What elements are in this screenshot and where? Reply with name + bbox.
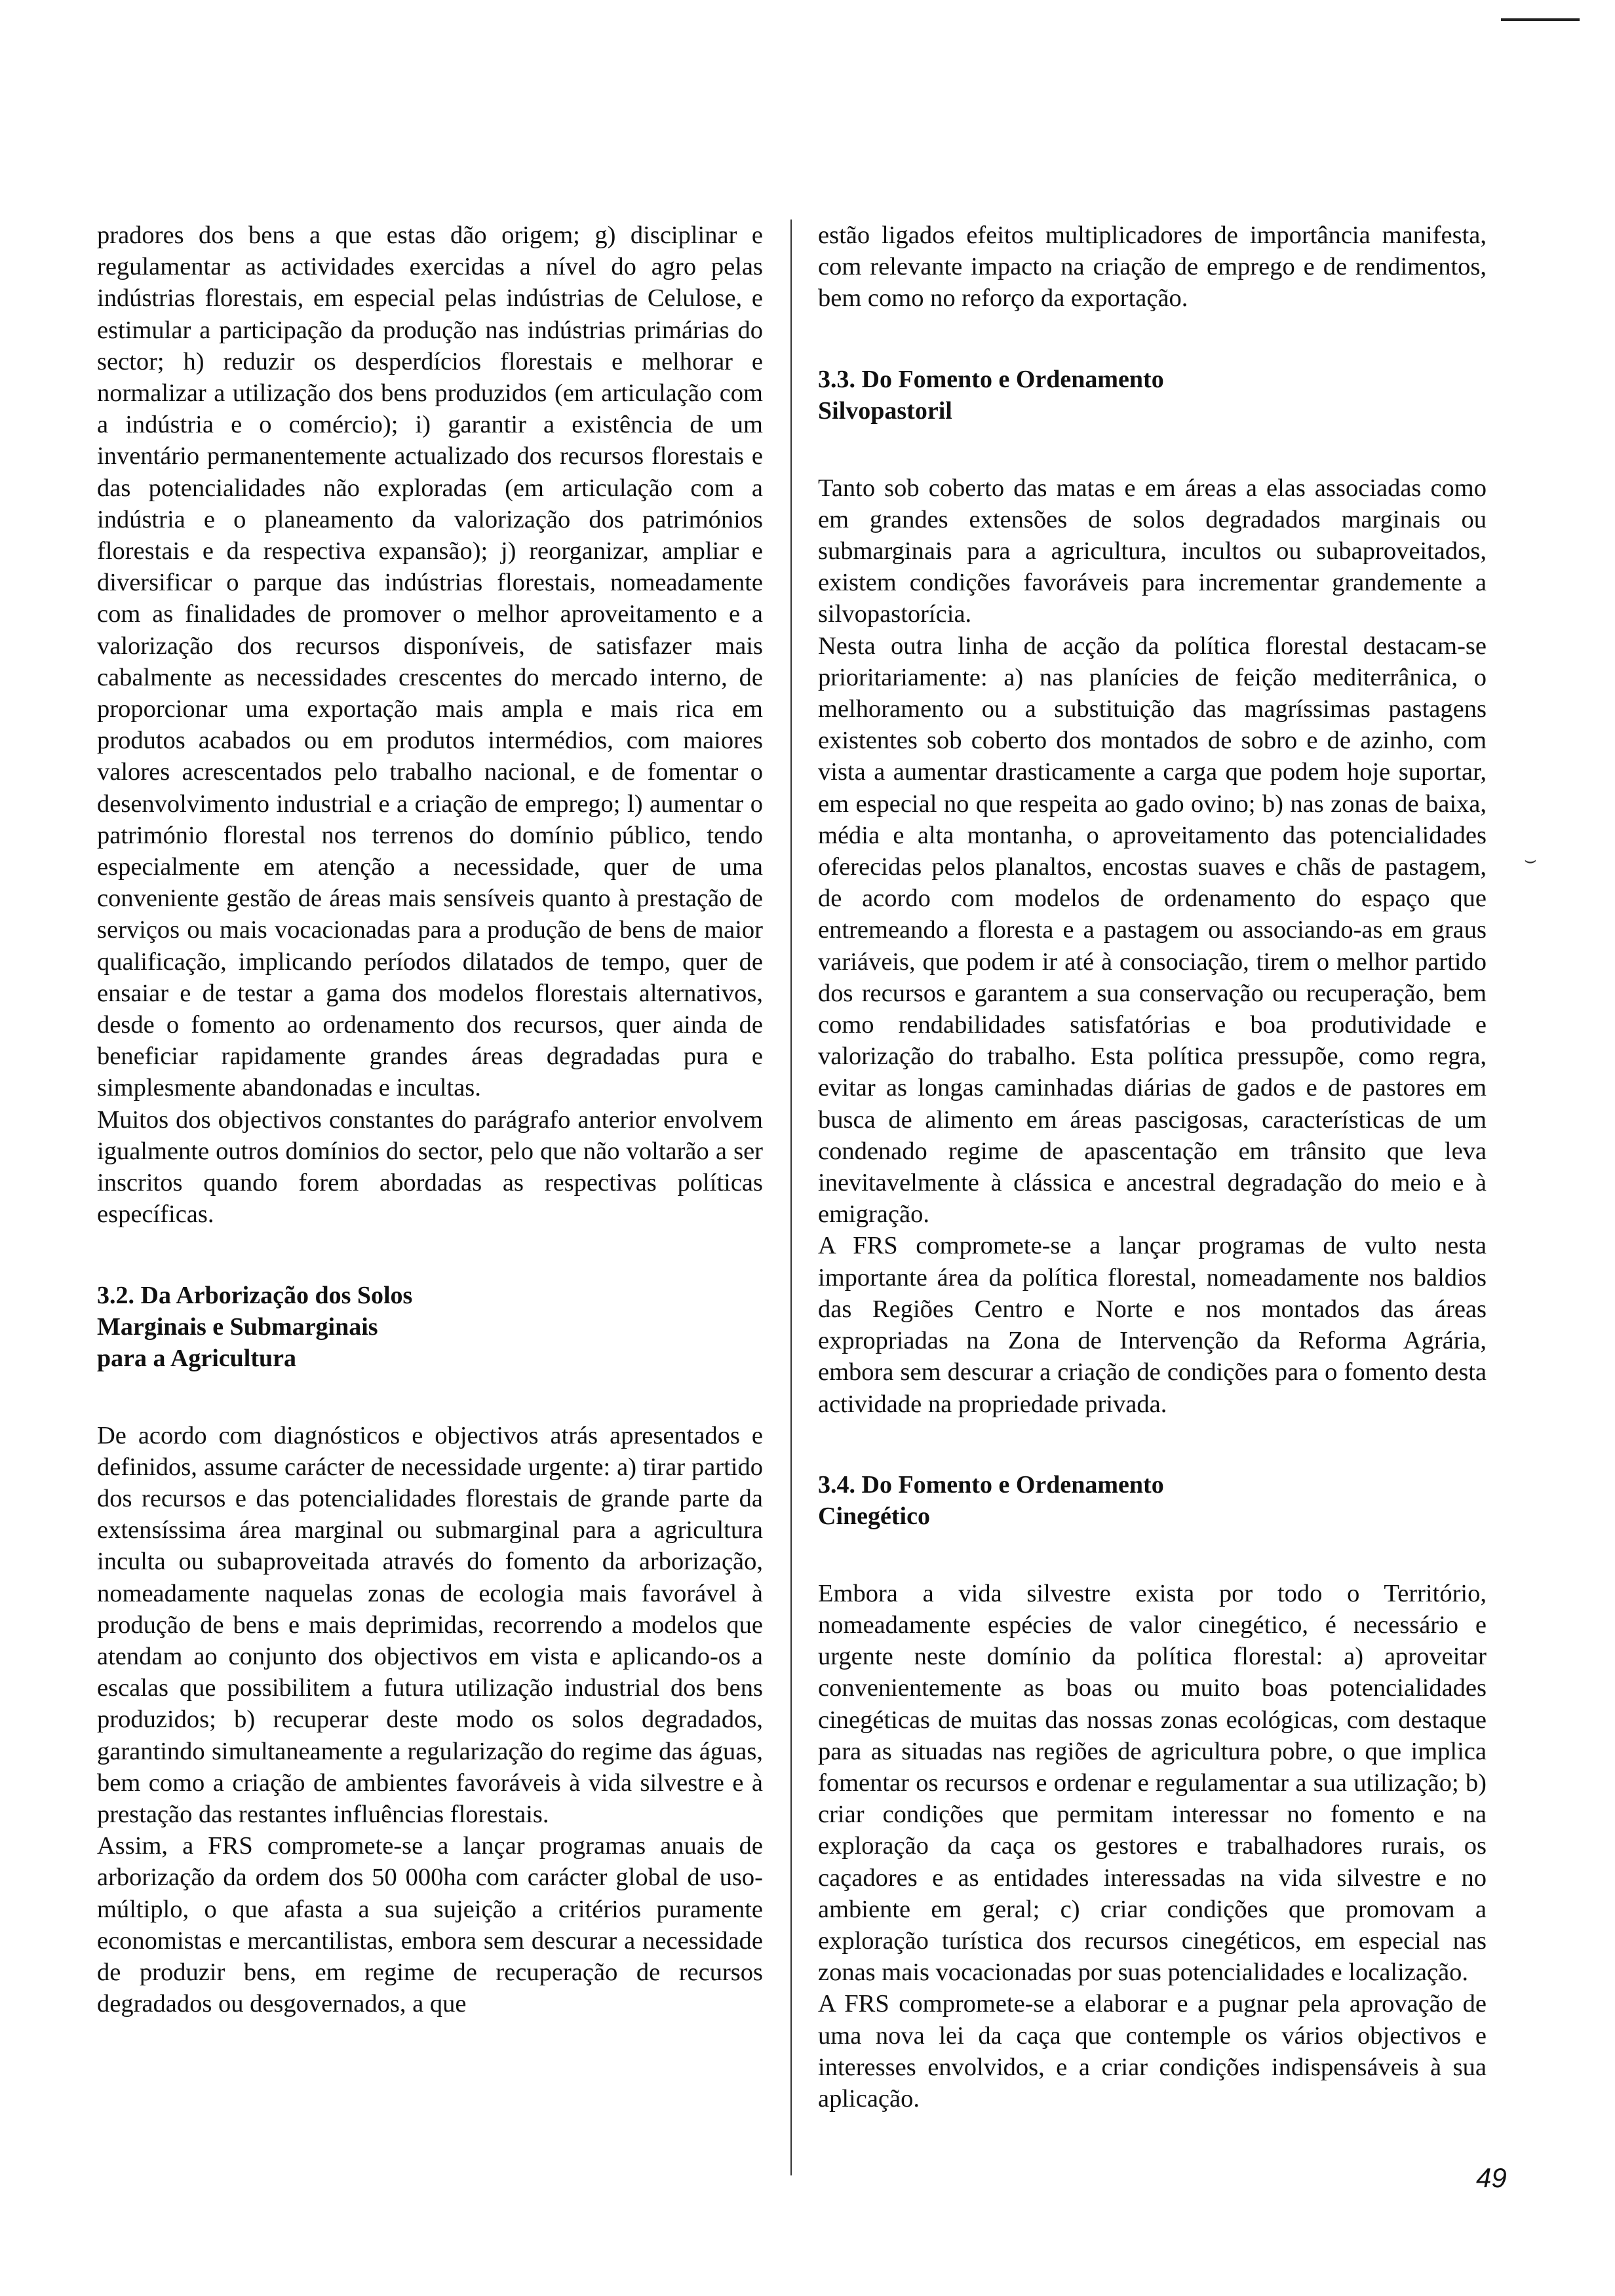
heading-line: Marginais e Submarginais [97,1312,378,1341]
body-paragraph: De acordo com diagnósticos e objectivos atrás apresentados e definidos, assume carácter de necessidade urgente: a) tirar partido dos recursos e das potencialidades florestais de grande parte da extensíssima área marginal ou submarginal para a agricultura inculta ou subaproveitada através do fomento da arborização, nomeadamente naquelas zonas de ecologia mais favorável à produção de bens e mais deprimidas, recorrendo a modelos que atendam ao conjunto dos objectivos em vista e aplicando-os a escalas que possibilitem a futura utilização industrial dos bens produzidos; b) recuperar deste modo os solos degradados, garantindo simultaneamente a regularização do regime das águas, bem como a criação de ambientes favoráveis à vida silvestre e à prestação das restantes influências florestais. [97,1421,763,1828]
body-paragraph: pradores dos bens a que estas dão origem; g) disciplinar e regulamentar as actividades exercidas a nível do agro pelas indústrias florestais, em especial pelas indústrias de Celulose, e estimular a participação da produção nas indústrias primárias do sector; h) reduzir os desperdícios florestais e melhorar e normalizar a utilização dos bens produzidos (em articulação com a indústria e o comércio); i) garantir a existência de um inventário permanentemente actualizado dos recursos florestais e das potencialidades não exploradas (em articulação com a indústria e o planeamento da valorização dos patrimónios florestais e da respectiva expansão); j) reorganizar, ampliar e diversificar o parque das indústrias florestais, nomeadamente com as finalidades de promover o melhor aproveitamento e a valorização dos recursos disponíveis, de satisfazer mais cabalmente as necessidades crescentes do mercado interno, de proporcionar uma exportação mais ampla e mais rica em produtos acabados ou em produtos intermédios, com maiores valores acrescentados pelo trabalho nacional, e de fomentar o desenvolvimento industrial e a criação de emprego; l) aumentar o património florestal nos terrenos do domínio público, tendo especialmente em atenção a necessidade, quer de uma conveniente gestão de áreas mais sensíveis quanto à prestação de serviços ou mais vocacionadas para a produção de bens de maior qualificação, implicando períodos dilatados de tempo, quer de ensaiar e de testar a gama dos modelos florestais alternativos, desde o fomento ao ordenamento dos recursos, quer ainda de beneficiar rapidamente grandes áreas degradadas pura e simplesmente abandonadas e incultas. [97,221,763,1102]
section-heading-3-4 [818,1469,1487,1532]
heading-line: 3.3. Do Fomento e Ordenamento [818,365,1164,393]
heading-line: 3.2. Da Arborização dos Solos [97,1281,413,1309]
margin-check-mark: ⌣ [1524,849,1537,871]
column-divider [790,220,792,2175]
body-paragraph: Embora a vida silvestre exista por todo o Território, nomeadamente espécies de valor cinegético, é necessário e urgente neste domínio da política florestal: a) aproveitar convenientemente as boas ou muito boas potencialidades cinegéticas de muitas das nossas zonas ecológicas, com destaque para as situadas nas regiões de agricultura pobre, o que implica fomentar os recursos e ordenar e regulamentar a sua utilização; b) criar condições que permitam interessar no fomento e na exploração da caça os gestores e trabalhadores rurais, os caçadores e as entidades interessadas na vida silvestre e no ambiente em geral; c) criar condições que promovam a exploração turística dos recursos cinegéticos, em especial nas zonas mais vocacionadas por suas potencialidades e localização. [818,1579,1487,1987]
top-rule [1501,18,1580,21]
body-paragraph: Tanto sob coberto das matas e em áreas a elas associadas como em grandes extensões de solos degradados marginais ou submarginais para a agricultura, incultos ou subaproveitados, existem condições favoráveis para incrementar grandemente a silvopastorícia. [818,474,1487,628]
page-number: 49 [1476,2162,1507,2193]
right-column [818,220,1487,2114]
body-paragraph: A FRS compromete-se a elaborar e a pugnar pela aprovação de uma nova lei da caça que contemple os vários objectivos e interesses envolvidos, e a criar condições indispensáveis à sua aplicação. [818,1990,1487,2113]
body-paragraph: estão ligados efeitos multiplicadores de importância manifesta, com relevante impacto na criação de emprego e de rendimentos, bem como no reforço da exportação. [818,221,1487,313]
body-paragraph: A FRS compromete-se a lançar programas de vulto nesta importante área da política florestal, nomeadamente nos baldios das Regiões Centro e Norte e nos montados das áreas expropriadas na Zona de Intervenção da Reforma Agrária, embora sem descurar a criação de condições para o fomento desta actividade na propriedade privada. [818,1232,1487,1418]
heading-line: 3.4. Do Fomento e Ordenamento [818,1470,1164,1499]
section-heading-3-3 [818,364,1487,427]
left-column [97,220,763,2019]
section-heading-3-2 [97,1280,763,1374]
heading-line: Cinegético [818,1502,930,1530]
heading-line: Silvopastoril [818,396,952,425]
heading-line: para a Agricultura [97,1344,296,1372]
body-paragraph: Nesta outra linha de acção da política florestal destacam-se prioritariamente: a) nas planícies de feição mediterrânica, o melhoramento ou a substituição das magríssimas pastagens existentes sob coberto dos montados de sobro e de azinho, com vista a aumentar drasticamente a carga que podem hoje suportar, em especial no que respeita ao gado ovino; b) nas zonas de baixa, média e alta montanha, o aproveitamento das potencialidades oferecidas pelos planaltos, encostas suaves e chãs de pastagem, de acordo com modelos de ordenamento do espaço que entremeando a floresta e a pastagem ou associando-as em graus variáveis, que podem ir até à consociação, tirem o melhor partido dos recursos e garantem a sua conservação ou recuperação, bem como rendabilidades satisfatórias e boa produtividade e valorização do trabalho. Esta política pressupõe, como regra, evitar as longas caminhadas diárias de gados e de pastores em busca de alimento em áreas pascigosas, características de um condenado regime de apascentação em trânsito que leva inevitavelmente à clássica e ancestral degradação do meio e à emigração. [818,632,1487,1229]
body-paragraph: Muitos dos objectivos constantes do parágrafo anterior envolvem igualmente outros domínios do sector, pelo que não voltarão a ser inscritos quando forem abordadas as respectivas políticas específicas. [97,1105,763,1229]
body-paragraph: Assim, a FRS compromete-se a lançar programas anuais de arborização da ordem dos 50 000ha com carácter global de uso-múltiplo, o que afasta a sua sujeição a critérios puramente economistas e mercantilistas, embora sem descurar a necessidade de produzir bens, em regime de recuperação de recursos degradados ou desgovernados, a que [97,1832,763,2018]
